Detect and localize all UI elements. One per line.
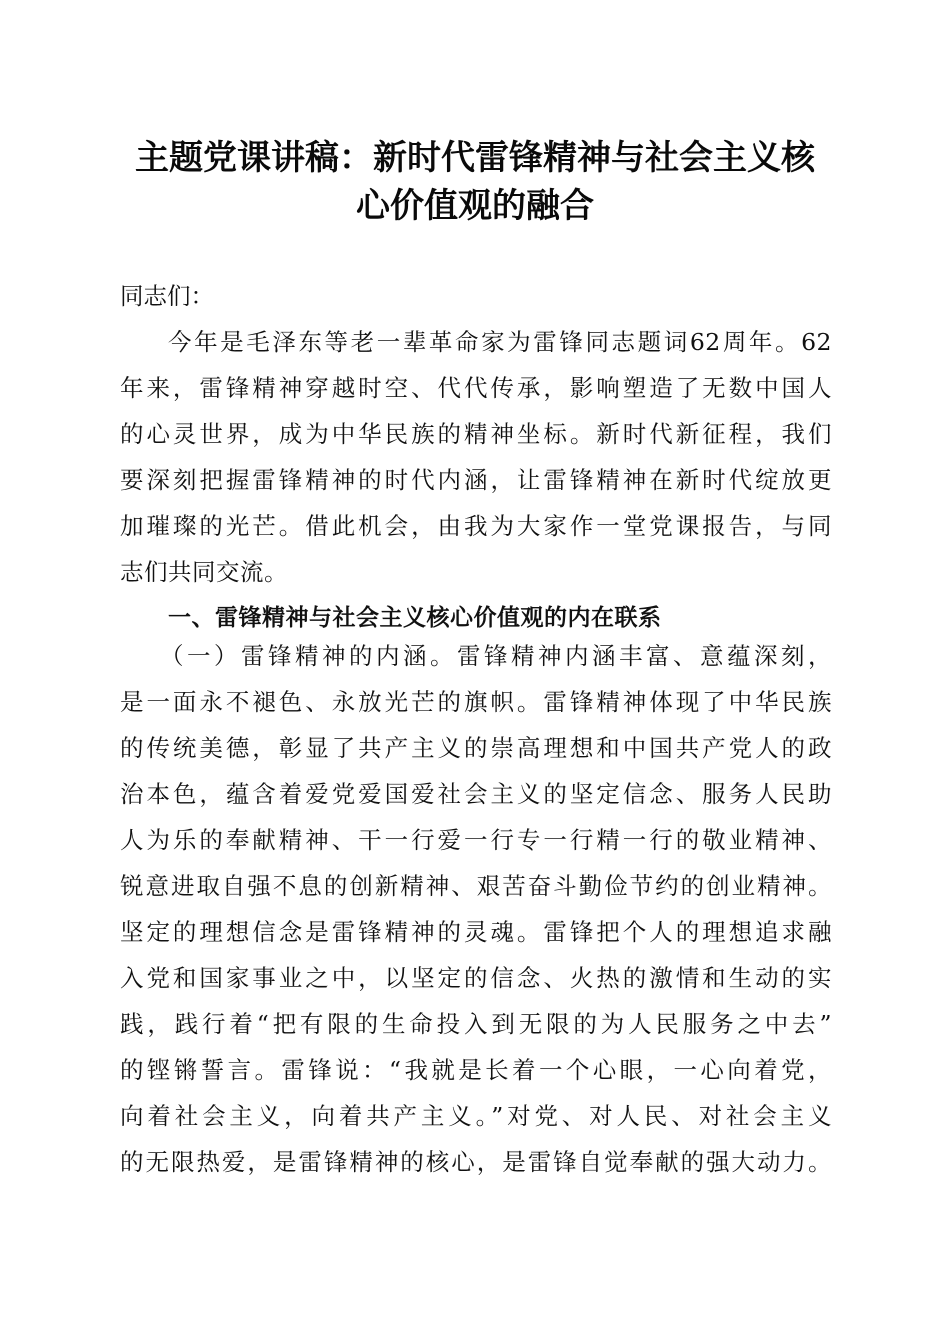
intro-line: 的心灵世界，成为中华民族的精神坐标。新时代新征程，我们 (120, 420, 832, 448)
intro-line: 加璀璨的光芒。借此机会，由我为大家作一堂党课报告，与同 (120, 512, 832, 540)
intro-line: 要深刻把握雷锋精神的时代内涵，让雷锋精神在新时代绽放更 (120, 466, 832, 494)
section-line: 治本色，蕴含着爱党爱国爱社会主义的坚定信念、服务人民助 (120, 780, 832, 808)
intro-line: 年来，雷锋精神穿越时空、代代传承，影响塑造了无数中国人 (120, 374, 832, 402)
section-line: 坚定的理想信念是雷锋精神的灵魂。雷锋把个人的理想追求融 (120, 918, 832, 946)
section-line: 的传统美德，彰显了共产主义的崇高理想和中国共产党人的政 (120, 734, 832, 762)
document-title-line-1: 主题党课讲稿：新时代雷锋精神与社会主义核 (135, 138, 815, 178)
section-line: 的铿锵誓言。雷锋说：“我就是长着一个心眼，一心向着党， (120, 1056, 832, 1084)
section-line: 入党和国家事业之中，以坚定的信念、火热的激情和生动的实 (120, 964, 832, 992)
section-line: 人为乐的奉献精神、干一行爱一行专一行精一行的敬业精神、 (120, 826, 832, 854)
document-title-line-2: 心价值观的融合 (356, 186, 594, 226)
section-line: 践，践行着“把有限的生命投入到无限的为人民服务之中去” (120, 1010, 832, 1038)
section-line: 的无限热爱，是雷锋精神的核心，是雷锋自觉奉献的强大动力。 (120, 1148, 832, 1176)
intro-line: 志们共同交流。 (120, 558, 288, 586)
section-heading: 一、雷锋精神与社会主义核心价值观的内在联系 (168, 605, 662, 631)
section-line: （一）雷锋精神的内涵。雷锋精神内涵丰富、意蕴深刻， (160, 642, 832, 670)
section-line: 锐意进取自强不息的创新精神、艰苦奋斗勤俭节约的创业精神。 (120, 872, 832, 900)
salutation: 同志们： (120, 282, 214, 310)
intro-line: 今年是毛泽东等老一辈革命家为雷锋同志题词62周年。62 (168, 328, 832, 356)
section-line: 向着社会主义，向着共产主义。”对党、对人民、对社会主义 (120, 1102, 832, 1130)
section-line: 是一面永不褪色、永放光芒的旗帜。雷锋精神体现了中华民族 (120, 688, 832, 716)
